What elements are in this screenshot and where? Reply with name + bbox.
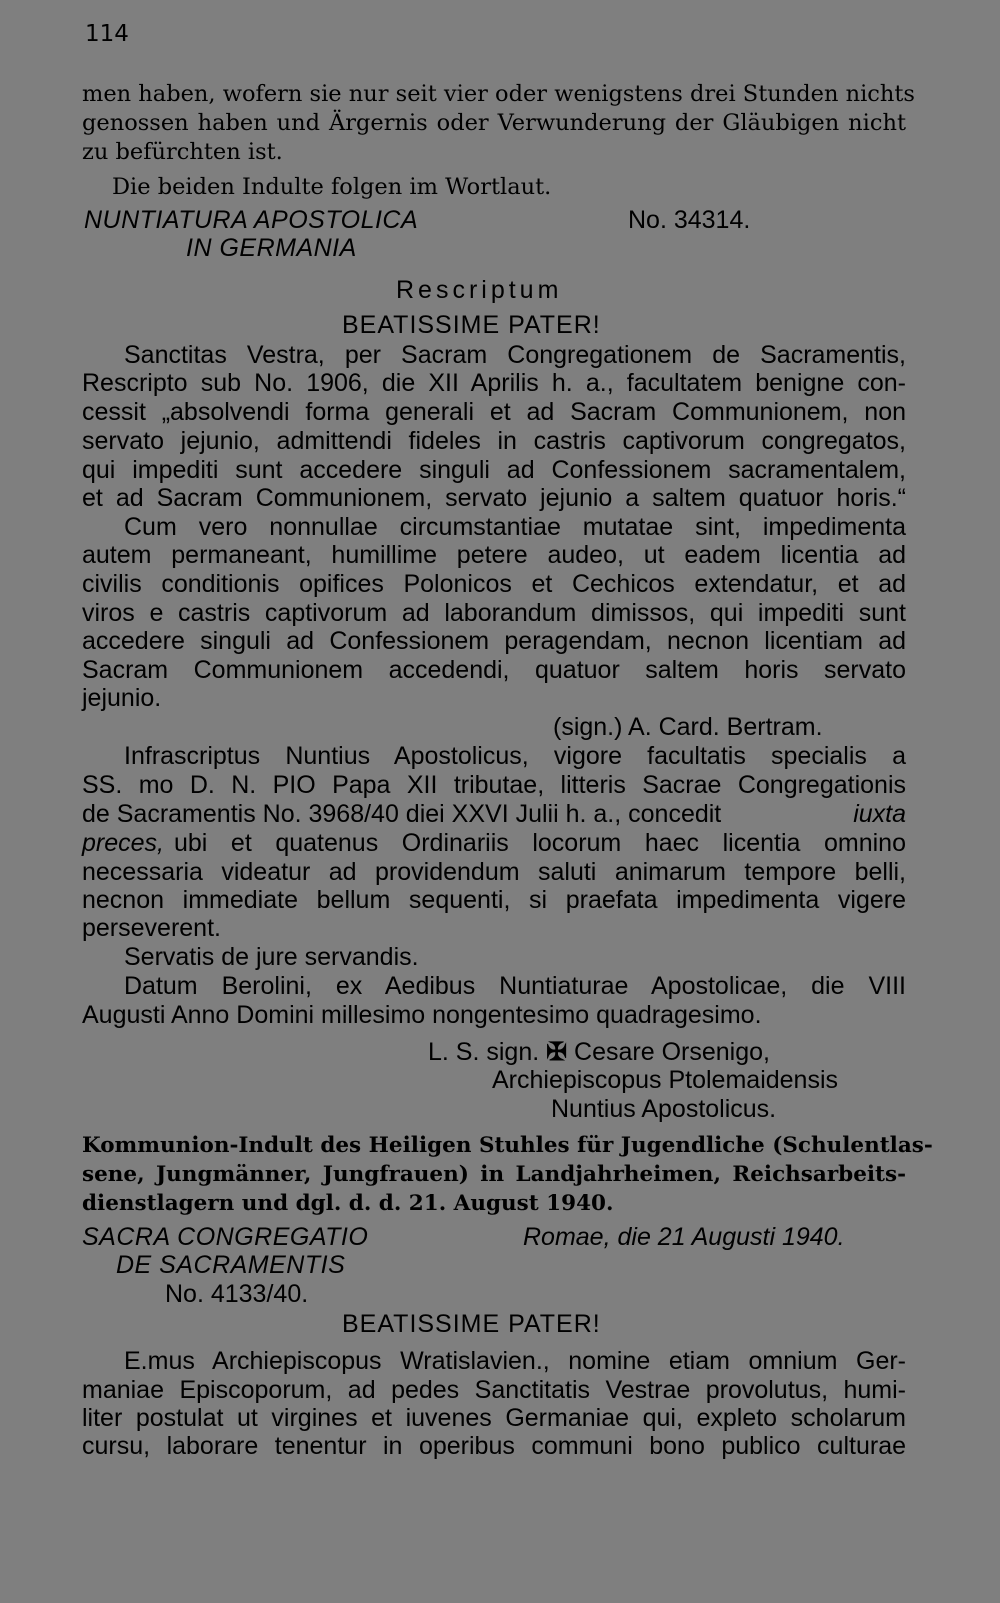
cross-icon: ✠ — [546, 1038, 568, 1066]
document-number: No. 34314. — [628, 206, 751, 234]
body-line: civilis conditionis opifices Polonicos et Cechicos extendatur, et ad — [82, 570, 906, 598]
body-line: perseverent. — [82, 914, 221, 942]
body-line: qui impediti sunt accedere singuli ad Confessionem sacramentalem, — [82, 456, 906, 484]
page-number: 114 — [85, 21, 129, 47]
body-line: viros e castris captivorum ad laborandum dimissos, qui impediti sunt — [82, 599, 906, 627]
seal-label: L. S. sign. — [428, 1038, 540, 1066]
congregation-name: SACRA CONGREGATIO — [82, 1223, 369, 1251]
body-line: servato jejunio, admittendi fideles in castris captivorum congregatos, — [82, 427, 906, 455]
body-line: cursu, laborare tenentur in operibus communi bono publico culturae — [82, 1432, 906, 1460]
body-text-italic: iuxta — [853, 800, 906, 828]
body-line: Sacram Communionem accedendi, quatuor saltem horis servato — [82, 656, 906, 684]
section-heading-line: Kommunion-Indult des Heiligen Stuhles für Jugendliche (Schulentlas- — [82, 1133, 933, 1158]
body-text: de Sacramentis No. 3968/40 diei XXVI Julii h. a., concedit — [82, 800, 722, 828]
body-line — [82, 829, 906, 858]
salutation: BEATISSIME PATER! — [342, 1310, 601, 1338]
body-text-italic: preces, — [82, 829, 164, 857]
signer-line — [428, 1038, 770, 1067]
body-line: liter postulat ut virgines et iuvenes Germaniae qui, expleto scholarum — [82, 1404, 906, 1432]
section-heading-line: sene, Jungmänner, Jungfrauen) in Landjahrheimen, Reichsarbeits- — [82, 1162, 906, 1187]
rescript-label: Rescriptum — [396, 276, 563, 304]
body-line: E.mus Archiepiscopus Wratislavien., nomine etiam omnium Ger- — [124, 1347, 906, 1375]
body-line: autem permaneant, humillime petere audeo, ut eadem licentia ad — [82, 541, 906, 569]
bishop-signature: (sign.) A. Card. Bertram. — [553, 713, 823, 741]
intro-follow: Die beiden Indulte folgen im Wortlaut. — [112, 174, 552, 200]
body-line: cessit „absolvendi forma generali et ad Sacram Communionem, non — [82, 398, 906, 426]
signer-office: Nuntius Apostolicus. — [551, 1095, 777, 1123]
salutation: BEATISSIME PATER! — [342, 311, 601, 339]
signer-title: Archiepiscopus Ptolemaidensis — [492, 1066, 839, 1094]
signer-name: Cesare Orsenigo, — [574, 1038, 770, 1066]
body-text: ubi et quatenus Ordinariis locorum haec licentia omnino — [173, 829, 906, 857]
date-line: Augusti Anno Domini millesimo nongentesimo quadragesimo. — [82, 1001, 762, 1029]
body-line: et ad Sacram Communionem, servato jejunio a saltem quatuor horis.“ — [82, 484, 906, 512]
body-line: maniae Episcoporum, ad pedes Sanctitatis Vestrae provolutus, humi- — [82, 1376, 906, 1404]
nunciature-name: NUNTIATURA APOSTOLICA — [84, 206, 419, 234]
body-line: Rescripto sub No. 1906, die XII Aprilis h. a., facultatem benigne con- — [82, 369, 906, 397]
intro-line: zu befürchten ist. — [82, 139, 283, 165]
body-line — [82, 800, 906, 829]
nunciature-location: IN GERMANIA — [186, 234, 357, 262]
document-number: No. 4133/40. — [165, 1280, 309, 1308]
body-line: Infrascriptus Nuntius Apostolicus, vigore facultatis specialis a — [124, 742, 906, 770]
body-line: accedere singuli ad Confessionem peragendam, necnon licentiam ad — [82, 627, 906, 655]
body-line: necnon immediate bellum sequenti, si praefata impedimenta vigere — [82, 886, 906, 914]
body-line: necessaria videatur ad providendum saluti animarum tempore belli, — [82, 858, 906, 886]
congregation-name: DE SACRAMENTIS — [116, 1251, 346, 1279]
intro-line: genossen haben und Ärgernis oder Verwunderung der Gläubigen nicht — [82, 110, 906, 136]
place-date: Romae, die 21 Augusti 1940. — [523, 1223, 845, 1251]
body-line: SS. mo D. N. PIO Papa XII tributae, litteris Sacrae Congregationis — [82, 771, 906, 799]
body-line: jejunio. — [82, 684, 162, 712]
intro-line: men haben, wofern sie nur seit vier oder wenigstens drei Stunden nichts — [82, 81, 915, 107]
date-line: Datum Berolini, ex Aedibus Nuntiaturae Apostolicae, die VIII — [124, 972, 906, 1000]
section-heading-line: dienstlagern und dgl. d. d. 21. August 1940. — [82, 1191, 614, 1216]
body-line: Cum vero nonnullae circumstantiae mutatae sint, impedimenta — [124, 513, 906, 541]
body-line: Sanctitas Vestra, per Sacram Congregationem de Sacramentis, — [124, 341, 906, 369]
servatis-line: Servatis de jure servandis. — [124, 943, 419, 971]
